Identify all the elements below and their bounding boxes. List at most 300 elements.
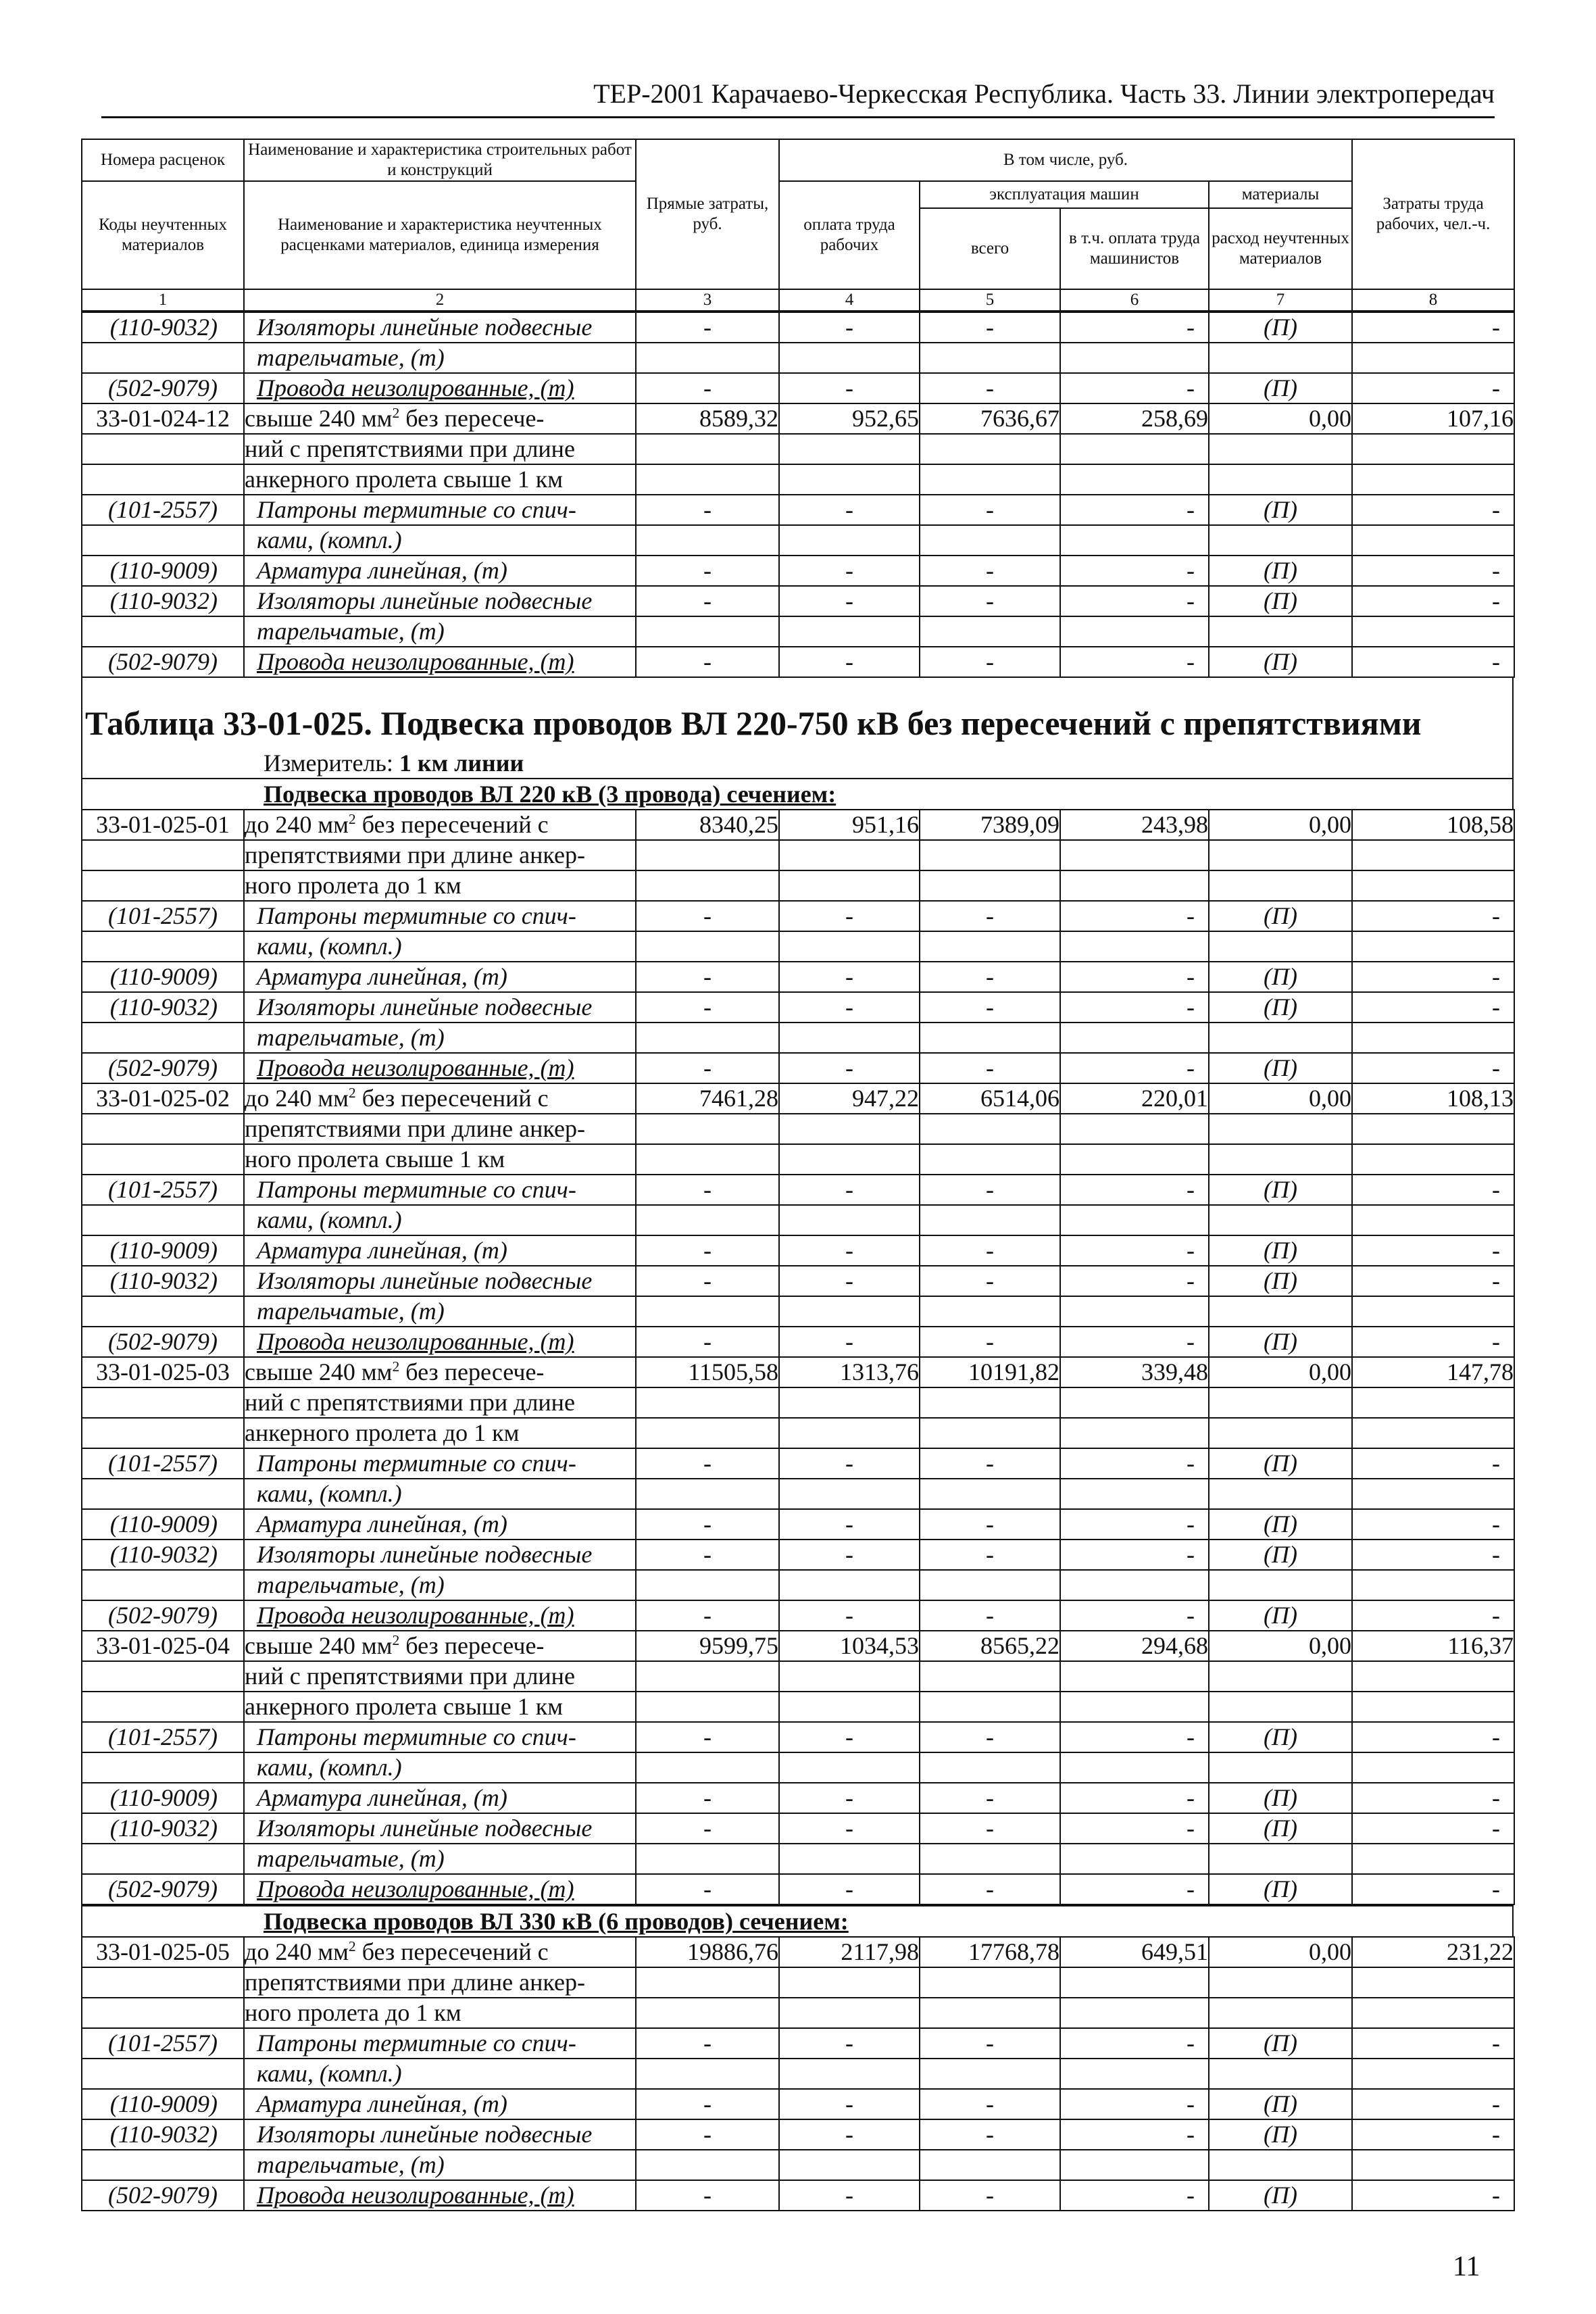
header-rule [101,116,1495,118]
dash-cell: - [1352,2119,1514,2150]
dash-cell: - [779,1235,920,1266]
dash-cell: - [1060,1540,1209,1570]
dash-cell: - [779,1509,920,1540]
material-code: (110-9009) [82,962,244,992]
dash-cell: - [779,2119,920,2150]
rate-code: 33-01-024-12 [82,403,244,434]
material-code: (502-9079) [82,2180,244,2211]
rate-description: до 240 $мм^2$ без пересечений с [244,1937,636,1967]
col-number: 5 [920,289,1060,311]
dash-cell: - [636,1813,779,1844]
material-name: Арматура линейная, (т) [244,2089,636,2119]
dash-cell: - [636,901,779,931]
material-unit: (П) [1209,647,1352,677]
rate-description-cont: ний с препятствиями при длине [244,434,636,464]
dash-cell: - [779,1053,920,1083]
dash-cell: - [636,1448,779,1479]
col-number: 2 [244,289,636,311]
dash-cell: - [1352,1874,1514,1904]
rates-table-330kv [81,1936,1515,2211]
materials-cost: 0,00 [1209,403,1352,434]
dash-cell: - [1352,1448,1514,1479]
dash-cell: - [1060,1235,1209,1266]
dash-cell: - [920,992,1060,1023]
dash-cell: - [1352,2028,1514,2059]
material-code: (110-9009) [82,556,244,586]
dash-cell: - [779,647,920,677]
dash-cell: - [920,1327,1060,1357]
material-unit: (П) [1209,495,1352,525]
dash-cell: - [636,586,779,616]
rates-sheet [81,139,1514,2211]
machines-total: 8565,22 [920,1631,1060,1661]
material-unit: (П) [1209,556,1352,586]
material-code: (502-9079) [82,373,244,403]
dash-cell: - [1060,962,1209,992]
material-unit: (П) [1209,373,1352,403]
dash-cell: - [779,1266,920,1296]
dash-cell: - [636,962,779,992]
rates-table-220kv [81,809,1515,1905]
dash-cell: - [920,2089,1060,2119]
material-code: (110-9032) [82,1540,244,1570]
material-code: (110-9032) [82,1813,244,1844]
dash-cell: - [779,1783,920,1813]
dash-cell: - [1352,1722,1514,1752]
dash-cell: - [920,901,1060,931]
dash-cell: - [1060,1722,1209,1752]
material-code: (502-9079) [82,1600,244,1631]
dash-cell: - [1352,1266,1514,1296]
dash-cell: - [1060,495,1209,525]
labor-wages: 951,16 [779,810,920,840]
material-unit: (П) [1209,962,1352,992]
material-code: (110-9009) [82,1509,244,1540]
col2-header-bottom: Наименование и характеристика неучтенных расценками материалов, единица измерения [244,181,636,289]
material-name-cont: ками, (компл.) [244,931,636,962]
meter-label: Измеритель: [264,749,399,777]
material-name: Арматура линейная, (т) [244,1783,636,1813]
dash-cell: - [779,1540,920,1570]
dash-cell: - [779,1722,920,1752]
dash-cell: - [636,1266,779,1296]
dash-cell: - [779,1327,920,1357]
direct-costs: 9599,75 [636,1631,779,1661]
dash-cell: - [636,1235,779,1266]
dash-cell: - [779,901,920,931]
labor-wages: 2117,98 [779,1937,920,1967]
material-name: Изоляторы линейные подвесные [244,1813,636,1844]
labor-wages: 952,65 [779,403,920,434]
col3-header: Прямые затраты, руб. [636,139,779,289]
material-unit: (П) [1209,1540,1352,1570]
including-header: В том числе, руб. [779,139,1352,181]
dash-cell: - [920,1722,1060,1752]
operators-wages: 243,98 [1060,810,1209,840]
dash-cell: - [779,2089,920,2119]
material-name: Изоляторы линейные подвесные [244,2119,636,2150]
dash-cell: - [636,1874,779,1904]
dash-cell: - [1060,1327,1209,1357]
dash-cell: - [636,1053,779,1083]
dash-cell: - [636,1600,779,1631]
dash-cell: - [779,992,920,1023]
dash-cell: - [1060,1053,1209,1083]
material-name: Арматура линейная, (т) [244,962,636,992]
rate-description-cont: препятствиями при длине анкер- [244,840,636,870]
labor-hours: 108,58 [1352,810,1514,840]
col-number: 7 [1209,289,1352,311]
dash-cell: - [1352,1600,1514,1631]
material-unit: (П) [1209,2119,1352,2150]
dash-cell: - [636,1327,779,1357]
machines-total: 17768,78 [920,1937,1060,1967]
section-heading-330kv: Подвеска проводов ВЛ 330 кВ (6 проводов) сечением: [81,1905,1514,1936]
material-name-cont: тарельчатые, (т) [244,1296,636,1327]
material-name: Патроны термитные со спич- [244,901,636,931]
dash-cell: - [920,1053,1060,1083]
material-unit: (П) [1209,1722,1352,1752]
dash-cell: - [920,1874,1060,1904]
material-code: (110-9009) [82,2089,244,2119]
dash-cell: - [636,1175,779,1205]
rate-description-cont: ного пролета свыше 1 км [244,1144,636,1175]
rate-description: до 240 $мм^2$ без пересечений с [244,1083,636,1114]
material-name-cont: тарельчатые, (т) [244,1023,636,1053]
dash-cell: - [1352,556,1514,586]
rate-description-cont: препятствиями при длине анкер- [244,1114,636,1144]
dash-cell: - [920,312,1060,343]
material-name: Изоляторы линейные подвесные [244,1540,636,1570]
dash-cell: - [920,495,1060,525]
dash-cell: - [636,992,779,1023]
dash-cell: - [636,556,779,586]
machines-total: 6514,06 [920,1083,1060,1114]
material-code: (502-9079) [82,1874,244,1904]
material-name: Провода неизолированные, (т) [244,1600,636,1631]
material-name-cont: ками, (компл.) [244,1205,636,1235]
dash-cell: - [920,2180,1060,2211]
material-name-cont: тарельчатые, (т) [244,1570,636,1600]
dash-cell: - [920,647,1060,677]
dash-cell: - [1352,1175,1514,1205]
direct-costs: 19886,76 [636,1937,779,1967]
col5-header: всего [920,208,1060,289]
material-code: (101-2557) [82,2028,244,2059]
material-code: (110-9032) [82,1266,244,1296]
col7-header: расход неучтенных материалов [1209,208,1352,289]
meter-value: 1 км линии [399,749,524,777]
col1-header-bottom: Коды неучтенных материалов [82,181,244,289]
dash-cell: - [779,312,920,343]
dash-cell: - [1060,2180,1209,2211]
operators-wages: 220,01 [1060,1083,1209,1114]
dash-cell: - [1352,373,1514,403]
material-name: Провода неизолированные, (т) [244,1874,636,1904]
direct-costs: 11505,58 [636,1357,779,1387]
labor-wages: 1313,76 [779,1357,920,1387]
dash-cell: - [920,1540,1060,1570]
dash-cell: - [636,2028,779,2059]
rate-description: свыше 240 $мм^2$ без пересече- [244,1631,636,1661]
meter-row [81,748,1514,778]
material-name-cont: ками, (компл.) [244,2059,636,2089]
dash-cell: - [1060,647,1209,677]
material-name-cont: ками, (компл.) [244,525,636,556]
material-code: (502-9079) [82,1053,244,1083]
rate-code: 33-01-025-01 [82,810,244,840]
dash-cell: - [779,1175,920,1205]
material-name: Провода неизолированные, (т) [244,1327,636,1357]
material-unit: (П) [1209,1509,1352,1540]
dash-cell: - [920,962,1060,992]
material-name: Изоляторы линейные подвесные [244,586,636,616]
dash-cell: - [1060,1813,1209,1844]
rate-code: 33-01-025-04 [82,1631,244,1661]
rate-description-cont: ний с препятствиями при длине [244,1661,636,1692]
material-name: Провода неизолированные, (т) [244,373,636,403]
dash-cell: - [1060,1175,1209,1205]
rate-description-cont: препятствиями при длине анкер- [244,1967,636,1998]
rate-description-cont: анкерного пролета до 1 км [244,1418,636,1448]
rate-description-cont: ного пролета до 1 км [244,1998,636,2028]
dash-cell: - [779,2180,920,2211]
dash-cell: - [920,1266,1060,1296]
operators-wages: 339,48 [1060,1357,1209,1387]
dash-cell: - [920,1448,1060,1479]
materials-header: материалы [1209,181,1352,208]
material-name: Патроны термитные со спич- [244,1448,636,1479]
dash-cell: - [636,1540,779,1570]
material-name-cont: ками, (компл.) [244,1752,636,1783]
material-unit: (П) [1209,2089,1352,2119]
material-code: (101-2557) [82,1175,244,1205]
materials-cost: 0,00 [1209,810,1352,840]
rate-description: до 240 $мм^2$ без пересечений с [244,810,636,840]
material-unit: (П) [1209,586,1352,616]
page-number: 11 [1453,2251,1480,2282]
material-code: (502-9079) [82,1327,244,1357]
dash-cell: - [636,1509,779,1540]
dash-cell: - [1352,1053,1514,1083]
dash-cell: - [1352,901,1514,931]
dash-cell: - [636,1783,779,1813]
material-unit: (П) [1209,901,1352,931]
machines-total: 7389,09 [920,810,1060,840]
material-name-cont: ками, (компл.) [244,1479,636,1509]
rate-code: 33-01-025-05 [82,1937,244,1967]
material-unit: (П) [1209,1175,1352,1205]
material-unit: (П) [1209,1327,1352,1357]
material-unit: (П) [1209,2180,1352,2211]
material-unit: (П) [1209,312,1352,343]
labor-wages: 947,22 [779,1083,920,1114]
material-unit: (П) [1209,992,1352,1023]
dash-cell: - [1352,962,1514,992]
material-name: Изоляторы линейные подвесные [244,312,636,343]
labor-hours: 147,78 [1352,1357,1514,1387]
rate-description-cont: анкерного пролета свыше 1 км [244,1692,636,1722]
dash-cell: - [920,1783,1060,1813]
material-name-cont: тарельчатые, (т) [244,2150,636,2180]
dash-cell: - [1060,2119,1209,2150]
material-name: Изоляторы линейные подвесные [244,1266,636,1296]
material-code: (110-9032) [82,2119,244,2150]
material-code: (110-9032) [82,586,244,616]
dash-cell: - [1352,1813,1514,1844]
dash-cell: - [920,1813,1060,1844]
rate-description-cont: ний с препятствиями при длине [244,1387,636,1418]
dash-cell: - [1060,1448,1209,1479]
material-code: (110-9009) [82,1235,244,1266]
dash-cell: - [920,1235,1060,1266]
dash-cell: - [920,556,1060,586]
machines-total: 7636,67 [920,403,1060,434]
dash-cell: - [779,1600,920,1631]
material-name: Провода неизолированные, (т) [244,2180,636,2211]
dash-cell: - [1060,2089,1209,2119]
dash-cell: - [779,1874,920,1904]
materials-cost: 0,00 [1209,1631,1352,1661]
dash-cell: - [1060,992,1209,1023]
dash-cell: - [1352,2180,1514,2211]
material-code: (110-9009) [82,1783,244,1813]
direct-costs: 8589,32 [636,403,779,434]
col-number: 4 [779,289,920,311]
material-unit: (П) [1209,2028,1352,2059]
material-name: Патроны термитные со спич- [244,495,636,525]
material-name: Провода неизолированные, (т) [244,647,636,677]
dash-cell: - [1060,373,1209,403]
material-unit: (П) [1209,1600,1352,1631]
material-code: (110-9032) [82,992,244,1023]
col4-header: оплата труда рабочих [779,181,920,289]
page-header-title: ТЕР-2001 Карачаево-Черкесская Республика. Часть 33. Линии электропередач [593,78,1495,109]
dash-cell: - [920,1509,1060,1540]
col-number: 6 [1060,289,1209,311]
col-number: 1 [82,289,244,311]
col-number: 8 [1352,289,1514,311]
material-name: Арматура линейная, (т) [244,1235,636,1266]
material-code: (101-2557) [82,901,244,931]
dash-cell: - [1060,556,1209,586]
dash-cell: - [636,312,779,343]
rate-description: свыше 240 $мм^2$ без пересече- [244,403,636,434]
dash-cell: - [636,2119,779,2150]
dash-cell: - [920,2119,1060,2150]
machines-header: эксплуатация машин [920,181,1209,208]
table-title: Таблица 33-01-025. Подвеска проводов ВЛ 220-750 кВ без пересечений с препятствиями [81,678,1514,748]
dash-cell: - [1352,1327,1514,1357]
dash-cell: - [1060,1874,1209,1904]
labor-hours: 108,13 [1352,1083,1514,1114]
dash-cell: - [1060,2028,1209,2059]
dash-cell: - [636,647,779,677]
col6-header: в т.ч. оплата труда машинистов [1060,208,1209,289]
rate-description-cont: ного пролета до 1 км [244,870,636,901]
material-name: Изоляторы линейные подвесные [244,992,636,1023]
dash-cell: - [1352,647,1514,677]
dash-cell: - [1060,901,1209,931]
direct-costs: 7461,28 [636,1083,779,1114]
dash-cell: - [1352,2089,1514,2119]
material-name-cont: тарельчатые, (т) [244,343,636,373]
machines-total: 10191,82 [920,1357,1060,1387]
dash-cell: - [920,1600,1060,1631]
dash-cell: - [1352,1235,1514,1266]
materials-cost: 0,00 [1209,1937,1352,1967]
col1-header-top: Номера расценок [82,139,244,181]
dash-cell: - [636,2180,779,2211]
material-name: Арматура линейная, (т) [244,1509,636,1540]
dash-cell: - [636,373,779,403]
dash-cell: - [920,1175,1060,1205]
dash-cell: - [920,373,1060,403]
material-name-cont: тарельчатые, (т) [244,1844,636,1874]
dash-cell: - [636,495,779,525]
dash-cell: - [920,586,1060,616]
rate-code: 33-01-025-03 [82,1357,244,1387]
section-heading-220kv: Подвеска проводов ВЛ 220 кВ (3 провода) сечением: [81,778,1514,809]
material-unit: (П) [1209,1783,1352,1813]
dash-cell: - [779,962,920,992]
labor-hours: 107,16 [1352,403,1514,434]
material-unit: (П) [1209,1053,1352,1083]
dash-cell: - [636,1722,779,1752]
direct-costs: 8340,25 [636,810,779,840]
materials-cost: 0,00 [1209,1083,1352,1114]
column-header-table [81,139,1515,312]
material-code: (101-2557) [82,1722,244,1752]
dash-cell: - [1352,312,1514,343]
dash-cell: - [779,2028,920,2059]
col2-header-top: Наименование и характеристика строительных работ и конструкций [244,139,636,181]
dash-cell: - [920,2028,1060,2059]
dash-cell: - [1060,1783,1209,1813]
operators-wages: 258,69 [1060,403,1209,434]
dash-cell: - [1060,586,1209,616]
rate-description: свыше 240 $мм^2$ без пересече- [244,1357,636,1387]
material-name: Арматура линейная, (т) [244,556,636,586]
material-code: (101-2557) [82,495,244,525]
dash-cell: - [779,495,920,525]
labor-wages: 1034,53 [779,1631,920,1661]
dash-cell: - [779,556,920,586]
material-name: Патроны термитные со спич- [244,1175,636,1205]
dash-cell: - [1352,1540,1514,1570]
dash-cell: - [1060,1509,1209,1540]
dash-cell: - [636,2089,779,2119]
col8-header: Затраты труда рабочих, чел.-ч. [1352,139,1514,289]
dash-cell: - [779,1813,920,1844]
dash-cell: - [779,1448,920,1479]
material-unit: (П) [1209,1874,1352,1904]
dash-cell: - [1060,312,1209,343]
operators-wages: 649,51 [1060,1937,1209,1967]
material-name: Патроны термитные со спич- [244,2028,636,2059]
dash-cell: - [1352,586,1514,616]
material-unit: (П) [1209,1235,1352,1266]
material-name: Провода неизолированные, (т) [244,1053,636,1083]
continued-rates-table [81,312,1515,678]
material-code: (101-2557) [82,1448,244,1479]
col-number: 3 [636,289,779,311]
material-unit: (П) [1209,1813,1352,1844]
dash-cell: - [779,586,920,616]
material-code: (110-9032) [82,312,244,343]
dash-cell: - [1060,1600,1209,1631]
labor-hours: 116,37 [1352,1631,1514,1661]
